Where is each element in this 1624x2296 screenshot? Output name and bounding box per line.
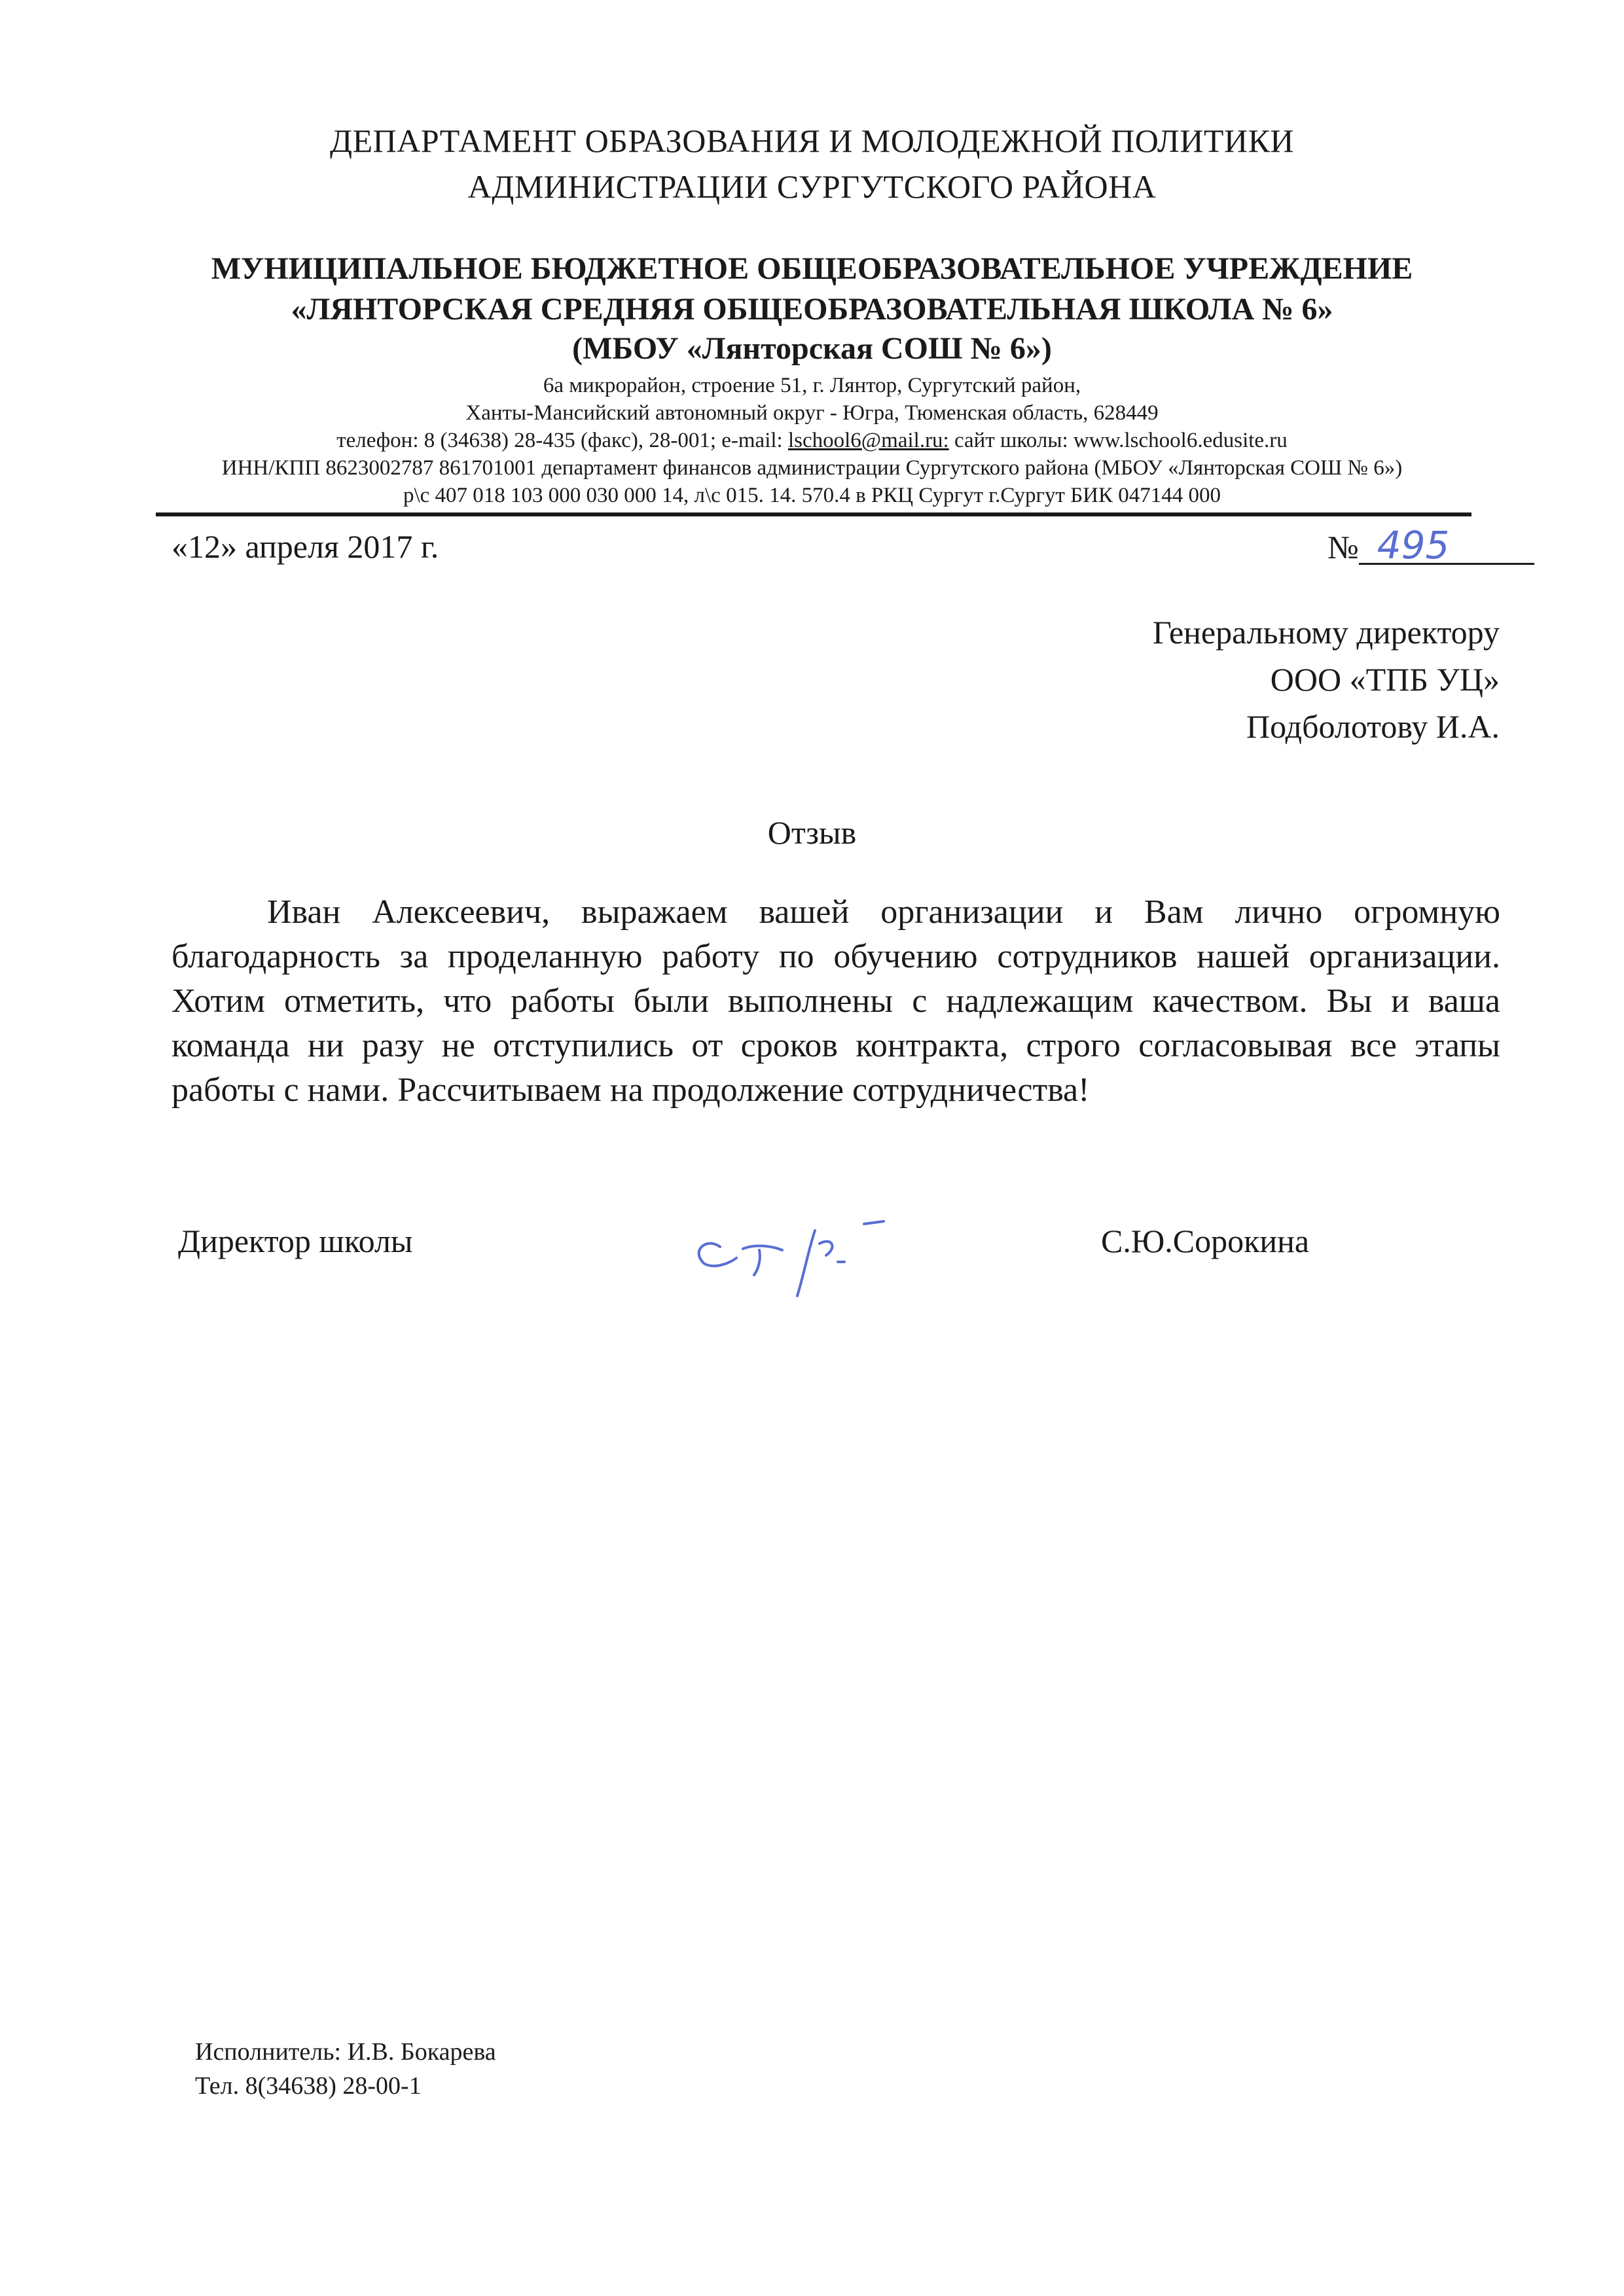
address-line-2: Ханты-Мансийский автономный округ - Югра, Тюменская область, 628449 (465, 401, 1159, 425)
letter-number (1327, 523, 1534, 567)
addressee-block (1153, 609, 1500, 750)
addressee-name: Подболотову И.А. (1246, 708, 1500, 745)
website-text: сайт школы: www.lschool6.edusite.ru (948, 429, 1288, 452)
bank-account-line: р\с 407 018 103 000 030 000 14, л\с 015. 14. 570.4 в РКЦ Сургут г.Сургут БИК 047144 000 (403, 484, 1221, 507)
signatory-name: С.Ю.Сорокина (1101, 1223, 1310, 1259)
contacts-line (0, 429, 1624, 453)
letter-body: Иван Алексеевич, выражаем вашей организации и Вам лично огромную благодарность за проделанную работу по обучению сотрудников нашей организации. Хотим отметить, что работы были выполнены с надлежащим качеством. Вы и ваша команда ни разу не отступились от сроков контракта, строго согласовывая все этапы работы с нами. Рассчитываем на продолжение сотрудничества! (171, 893, 1500, 1109)
letter-title: Отзыв (767, 814, 857, 851)
organization-line-1: МУНИЦИПАЛЬНОЕ БЮДЖЕТНОЕ ОБЩЕОБРАЗОВАТЕЛЬНОЕ УЧРЕЖДЕНИЕ (211, 251, 1413, 286)
handwritten-number: 495 (1359, 528, 1534, 565)
signature-stroke-5 (864, 1221, 884, 1224)
addressee-position: Генеральному директору (1152, 614, 1500, 651)
signature-stroke-3 (797, 1230, 815, 1296)
department-line-2: АДМИНИСТРАЦИИ СУРГУТСКОГО РАЙОНА (467, 168, 1157, 205)
inn-kpp-line: ИНН/КПП 8623002787 861701001 департамент финансов администрации Сургутского района (МБОУ «Лянторская СОШ № 6») (221, 456, 1403, 480)
handwritten-signature (674, 1198, 923, 1302)
organization-short-name: (МБОУ «Лянторская СОШ № 6») (572, 331, 1052, 366)
organization-line-2: «ЛЯНТОРСКАЯ СРЕДНЯЯ ОБЩЕОБРАЗОВАТЕЛЬНАЯ ШКОЛА № 6» (291, 292, 1333, 327)
letter-date: «12» апреля 2017 г. (171, 528, 439, 565)
signature-stroke-1 (699, 1244, 736, 1266)
signature-stroke-2 (743, 1246, 782, 1275)
address-line-1: 6а микрорайон, строение 51, г. Лянтор, Сургутский район, (543, 374, 1081, 397)
signature-stroke-4 (820, 1242, 844, 1262)
email-link[interactable]: lschool6@mail.ru: (787, 429, 949, 452)
executor-phone: Тел. 8(34638) 28-00-1 (195, 2072, 422, 2100)
phone-text: телефон: 8 (34638) 28-435 (факс), 28-001; e-mail: (336, 429, 788, 452)
addressee-company: ООО «ТПБ УЦ» (1270, 661, 1500, 698)
signatory-position: Директор школы (178, 1223, 413, 1259)
department-line-1: ДЕПАРТАМЕНТ ОБРАЗОВАНИЯ И МОЛОДЕЖНОЙ ПОЛИТИКИ (329, 122, 1295, 159)
executor-name: Исполнитель: И.В. Бокарева (195, 2038, 496, 2066)
number-label: № (1327, 529, 1359, 565)
header-divider (156, 512, 1471, 516)
